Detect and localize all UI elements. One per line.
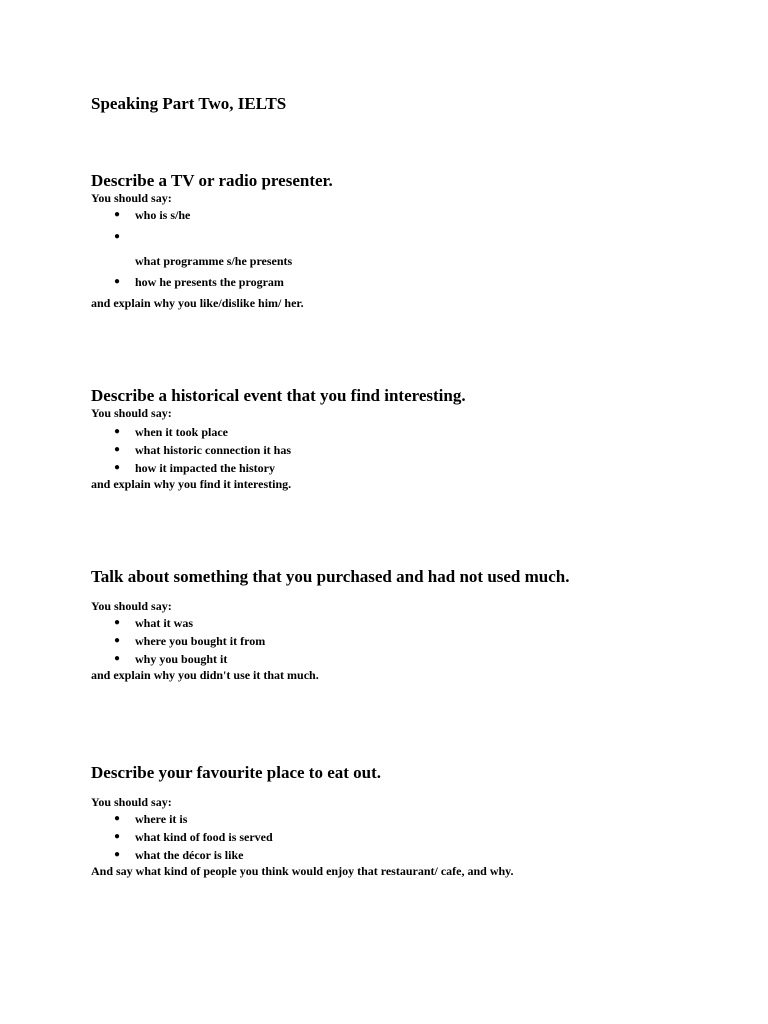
closing-text: and explain why you like/dislike him/ her. bbox=[91, 296, 304, 310]
closing-text: And say what kind of people you think would enjoy that restaurant/ cafe, and why. bbox=[91, 864, 514, 878]
list-item-text: where you bought it from bbox=[135, 634, 266, 648]
bullet-list bbox=[91, 810, 751, 864]
list-item bbox=[91, 846, 751, 864]
list-item bbox=[91, 441, 751, 459]
list-item bbox=[91, 423, 751, 441]
bullet-icon: ● bbox=[114, 462, 121, 473]
section-heading: Describe a TV or radio presenter. bbox=[91, 171, 333, 190]
list-item-text: where it is bbox=[135, 812, 188, 826]
list-item bbox=[91, 650, 751, 668]
section-heading: Describe your favourite place to eat out. bbox=[91, 763, 382, 782]
section-heading: Describe a historical event that you find interesting. bbox=[91, 386, 466, 405]
prompt-text: You should say: bbox=[91, 599, 172, 613]
list-item bbox=[91, 810, 751, 828]
section-heading: Talk about something that you purchased and had not used much. bbox=[91, 567, 570, 586]
bullet-icon: ● bbox=[114, 276, 121, 287]
continuation-text: what programme s/he presents bbox=[135, 254, 293, 268]
list-item bbox=[91, 273, 751, 291]
bullet-list bbox=[91, 273, 751, 291]
bullet-list bbox=[91, 206, 751, 246]
section-eat-out bbox=[91, 763, 751, 879]
bullet-list bbox=[91, 614, 751, 668]
list-item-text: what historic connection it has bbox=[135, 443, 291, 457]
list-item-text: who is s/he bbox=[135, 208, 191, 222]
bullet-icon: ● bbox=[114, 831, 121, 842]
bullet-icon: ● bbox=[114, 653, 121, 664]
bullet-icon: ● bbox=[114, 849, 121, 860]
list-item-text: what kind of food is served bbox=[135, 830, 273, 844]
bullet-icon: ● bbox=[114, 231, 121, 242]
bullet-icon: ● bbox=[114, 617, 121, 628]
list-item-text: why you bought it bbox=[135, 652, 228, 666]
section-purchase bbox=[91, 567, 751, 683]
list-item-text: what it was bbox=[135, 616, 194, 630]
closing-text: and explain why you find it interesting. bbox=[91, 477, 292, 491]
section-tv-presenter bbox=[91, 171, 751, 311]
bullet-icon: ● bbox=[114, 813, 121, 824]
prompt-text: You should say: bbox=[91, 795, 172, 809]
closing-text: and explain why you didn't use it that much. bbox=[91, 668, 319, 682]
list-item-text: when it took place bbox=[135, 425, 228, 439]
list-item bbox=[91, 206, 751, 224]
prompt-text: You should say: bbox=[91, 406, 172, 420]
list-item bbox=[91, 614, 751, 632]
list-item-text: how it impacted the history bbox=[135, 461, 275, 475]
list-item-text: what the décor is like bbox=[135, 848, 244, 862]
list-item bbox=[91, 459, 751, 477]
list-item bbox=[91, 632, 751, 650]
prompt-text: You should say: bbox=[91, 191, 172, 205]
bullet-icon: ● bbox=[114, 209, 121, 220]
section-historical-event bbox=[91, 386, 751, 492]
bullet-icon: ● bbox=[114, 635, 121, 646]
bullet-icon: ● bbox=[114, 426, 121, 437]
bullet-icon: ● bbox=[114, 444, 121, 455]
list-item bbox=[91, 828, 751, 846]
list-item-text: how he presents the program bbox=[135, 275, 284, 289]
bullet-list bbox=[91, 423, 751, 477]
page-title: Speaking Part Two, IELTS bbox=[91, 94, 287, 113]
list-item bbox=[91, 228, 751, 246]
